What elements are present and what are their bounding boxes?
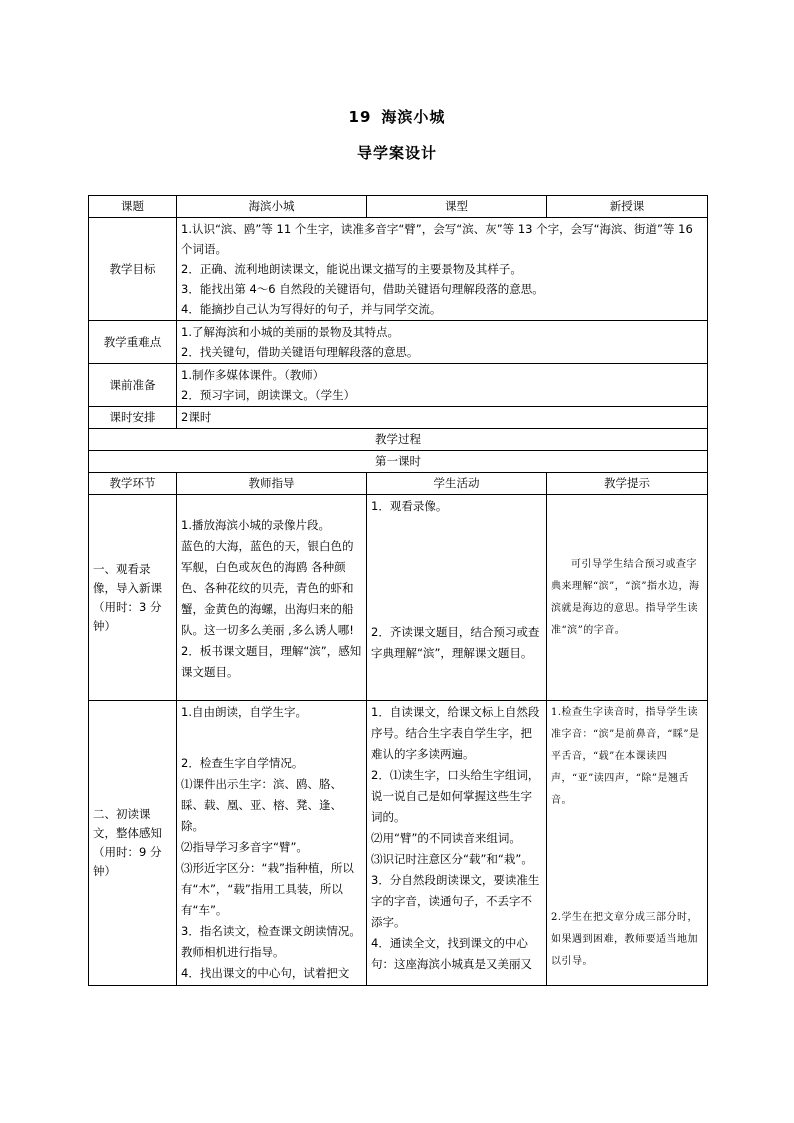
period-title: 第一课时 [89,451,708,473]
stage1-teacher-step: 1.播放海滨小城的录像片段。 [181,518,330,532]
objective-item: 3．能找出第 4～6 自然段的关键语句，借助关键语句理解段落的意思。 [181,282,544,296]
stage2-teacher-step: 3．指名读文，检查课文朗读情况。教师相机进行指导。 [181,924,361,959]
stage2-student-step: ⑶识记时注意区分“载”和“栽”。 [371,852,533,866]
stage2-teacher-step: ⑵指导学习多音字“臂”。 [181,840,308,854]
stage2-student-step: 2．⑴读生字，口头给生字组词，说一说自己是如何掌握这些生字词的。 [371,768,540,824]
process-title: 教学过程 [89,429,708,451]
stage2-tip: 1.检查生字读音时，指导学生读准字音：“滨”是前鼻音，“睬”是平舌音，“载”在本课读四声，“亚”读四声，“除”是翘舌音。 [551,707,700,806]
objectives-content [177,218,708,321]
stage2-name: 二、初读课文，整体感知（用时：9 分钟） [89,701,177,986]
info-row [89,196,708,218]
stage2-teacher-step: 2．检查生字自学情况。 [181,756,304,770]
page-subtitle: 导学案设计 [356,144,437,162]
stage2-tips [547,701,708,986]
stage1-name: 一、观看录像，导入新课（用时：3 分钟） [89,495,177,701]
stage2-teacher-step: 1.自由朗读，自学生字。 [181,705,307,719]
preparation-row [89,364,708,407]
stage1-teacher [177,495,367,701]
lesson-title: 海滨小城 [381,108,446,126]
column-header-row [89,473,708,495]
stage1-tip: 可引导学生结合预习或查字典来理解“滨”，“滨”指水边，海滨就是海边的意思。指导学生读准“滨”的字音。 [547,495,708,701]
stage1-student-step: 2．齐读课文题目，结合预习或查字典理解“滨”，理解课文题目。 [371,625,540,660]
stage2-teacher-step: ⑶形近字区分：“栽”指种植，所以有“木”，“载”指用工具装，所以有“车”。 [181,861,354,917]
topic-label: 课题 [89,196,177,218]
stage1-student-step: 1．观看录像。 [371,499,448,513]
stage2-student-step: 4．通读全文，找到课文的中心句：这座海滨小城真是又美丽又 [371,936,532,971]
column-header-teacher: 教师指导 [177,473,367,495]
stage2-student-step: 3．分自然段朗读课文，要读准生字的字音，读通句子，不丢字不添字。 [371,873,540,929]
stage2-row [89,701,708,986]
period-title-row [89,451,708,473]
stage2-student-step: 1．自读课文，给课文标上自然段序号。结合生字表自学生字，把难认的字多读两遍。 [371,705,540,761]
stage2-teacher [177,701,367,986]
column-header-student: 学生活动 [367,473,547,495]
lesson-number: 19 [348,108,372,126]
key-points-content [177,321,708,364]
stage2-tip: 2.学生在把文章分成三部分时，如果遇到困难，教师要适当地加以引导。 [551,912,699,967]
stage1-teacher-step: 2．板书课文题目，理解“滨”，感知课文题目。 [181,644,362,679]
schedule-row [89,407,708,429]
key-point-item: 2．找关键句，借助关键语句理解段落的意思。 [181,345,419,359]
stage1-teacher-step: 蓝色的大海，蓝色的天，银白色的军舰，白色或灰色的海鸥 各种颜色、各种花纹的贝壳，青色的虾和蟹，金黄色的海螺，出海归来的船队。这一切多么美丽 ,多么诱人哪! [181,539,354,637]
stage2-teacher-step: 4．找出课文的中心句，试着把文 [181,966,350,980]
objective-item: 2．正确、流利地朗读课文，能说出课文描写的主要景物及其样子。 [181,262,522,276]
stage2-teacher-step: ⑴课件出示生字：滨、鸥、胳、睬、载、凰、亚、榕、凳、逢、除。 [181,777,342,833]
stage1-row [89,495,708,701]
objectives-label: 教学目标 [89,218,177,321]
preparation-item: 1.制作多媒体课件。（教师） [181,368,325,382]
stage1-student [367,495,547,701]
column-header-stage: 教学环节 [89,473,177,495]
objective-item: 1.认识“滨、鸥”等 11 个生字，读准多音字“臂”，会写“滨、灰”等 13 个字，会写“海滨、街道”等 16 个词语。 [181,222,693,256]
preparation-content [177,364,708,407]
column-header-tips: 教学提示 [547,473,708,495]
key-points-row [89,321,708,364]
stage2-student-step: ⑵用“臂”的不同读音来组词。 [371,831,521,845]
schedule-label: 课时安排 [89,407,177,429]
preparation-label: 课前准备 [89,364,177,407]
type-label: 课型 [367,196,547,218]
lesson-title-line [0,106,794,127]
objectives-row [89,218,708,321]
key-point-item: 1.了解海滨和小城的美丽的景物及其特点。 [181,325,399,339]
key-points-label: 教学重难点 [89,321,177,364]
process-title-row [89,429,708,451]
preparation-item: 2．预习字词，朗读课文。（学生） [181,388,356,402]
stage2-student [367,701,547,986]
schedule-value: 2课时 [177,407,708,429]
objective-item: 4．能摘抄自己认为写得好的句子，并与同学交流。 [181,302,442,316]
topic-value: 海滨小城 [177,196,367,218]
type-value: 新授课 [547,196,708,218]
lesson-plan-table [88,195,708,986]
